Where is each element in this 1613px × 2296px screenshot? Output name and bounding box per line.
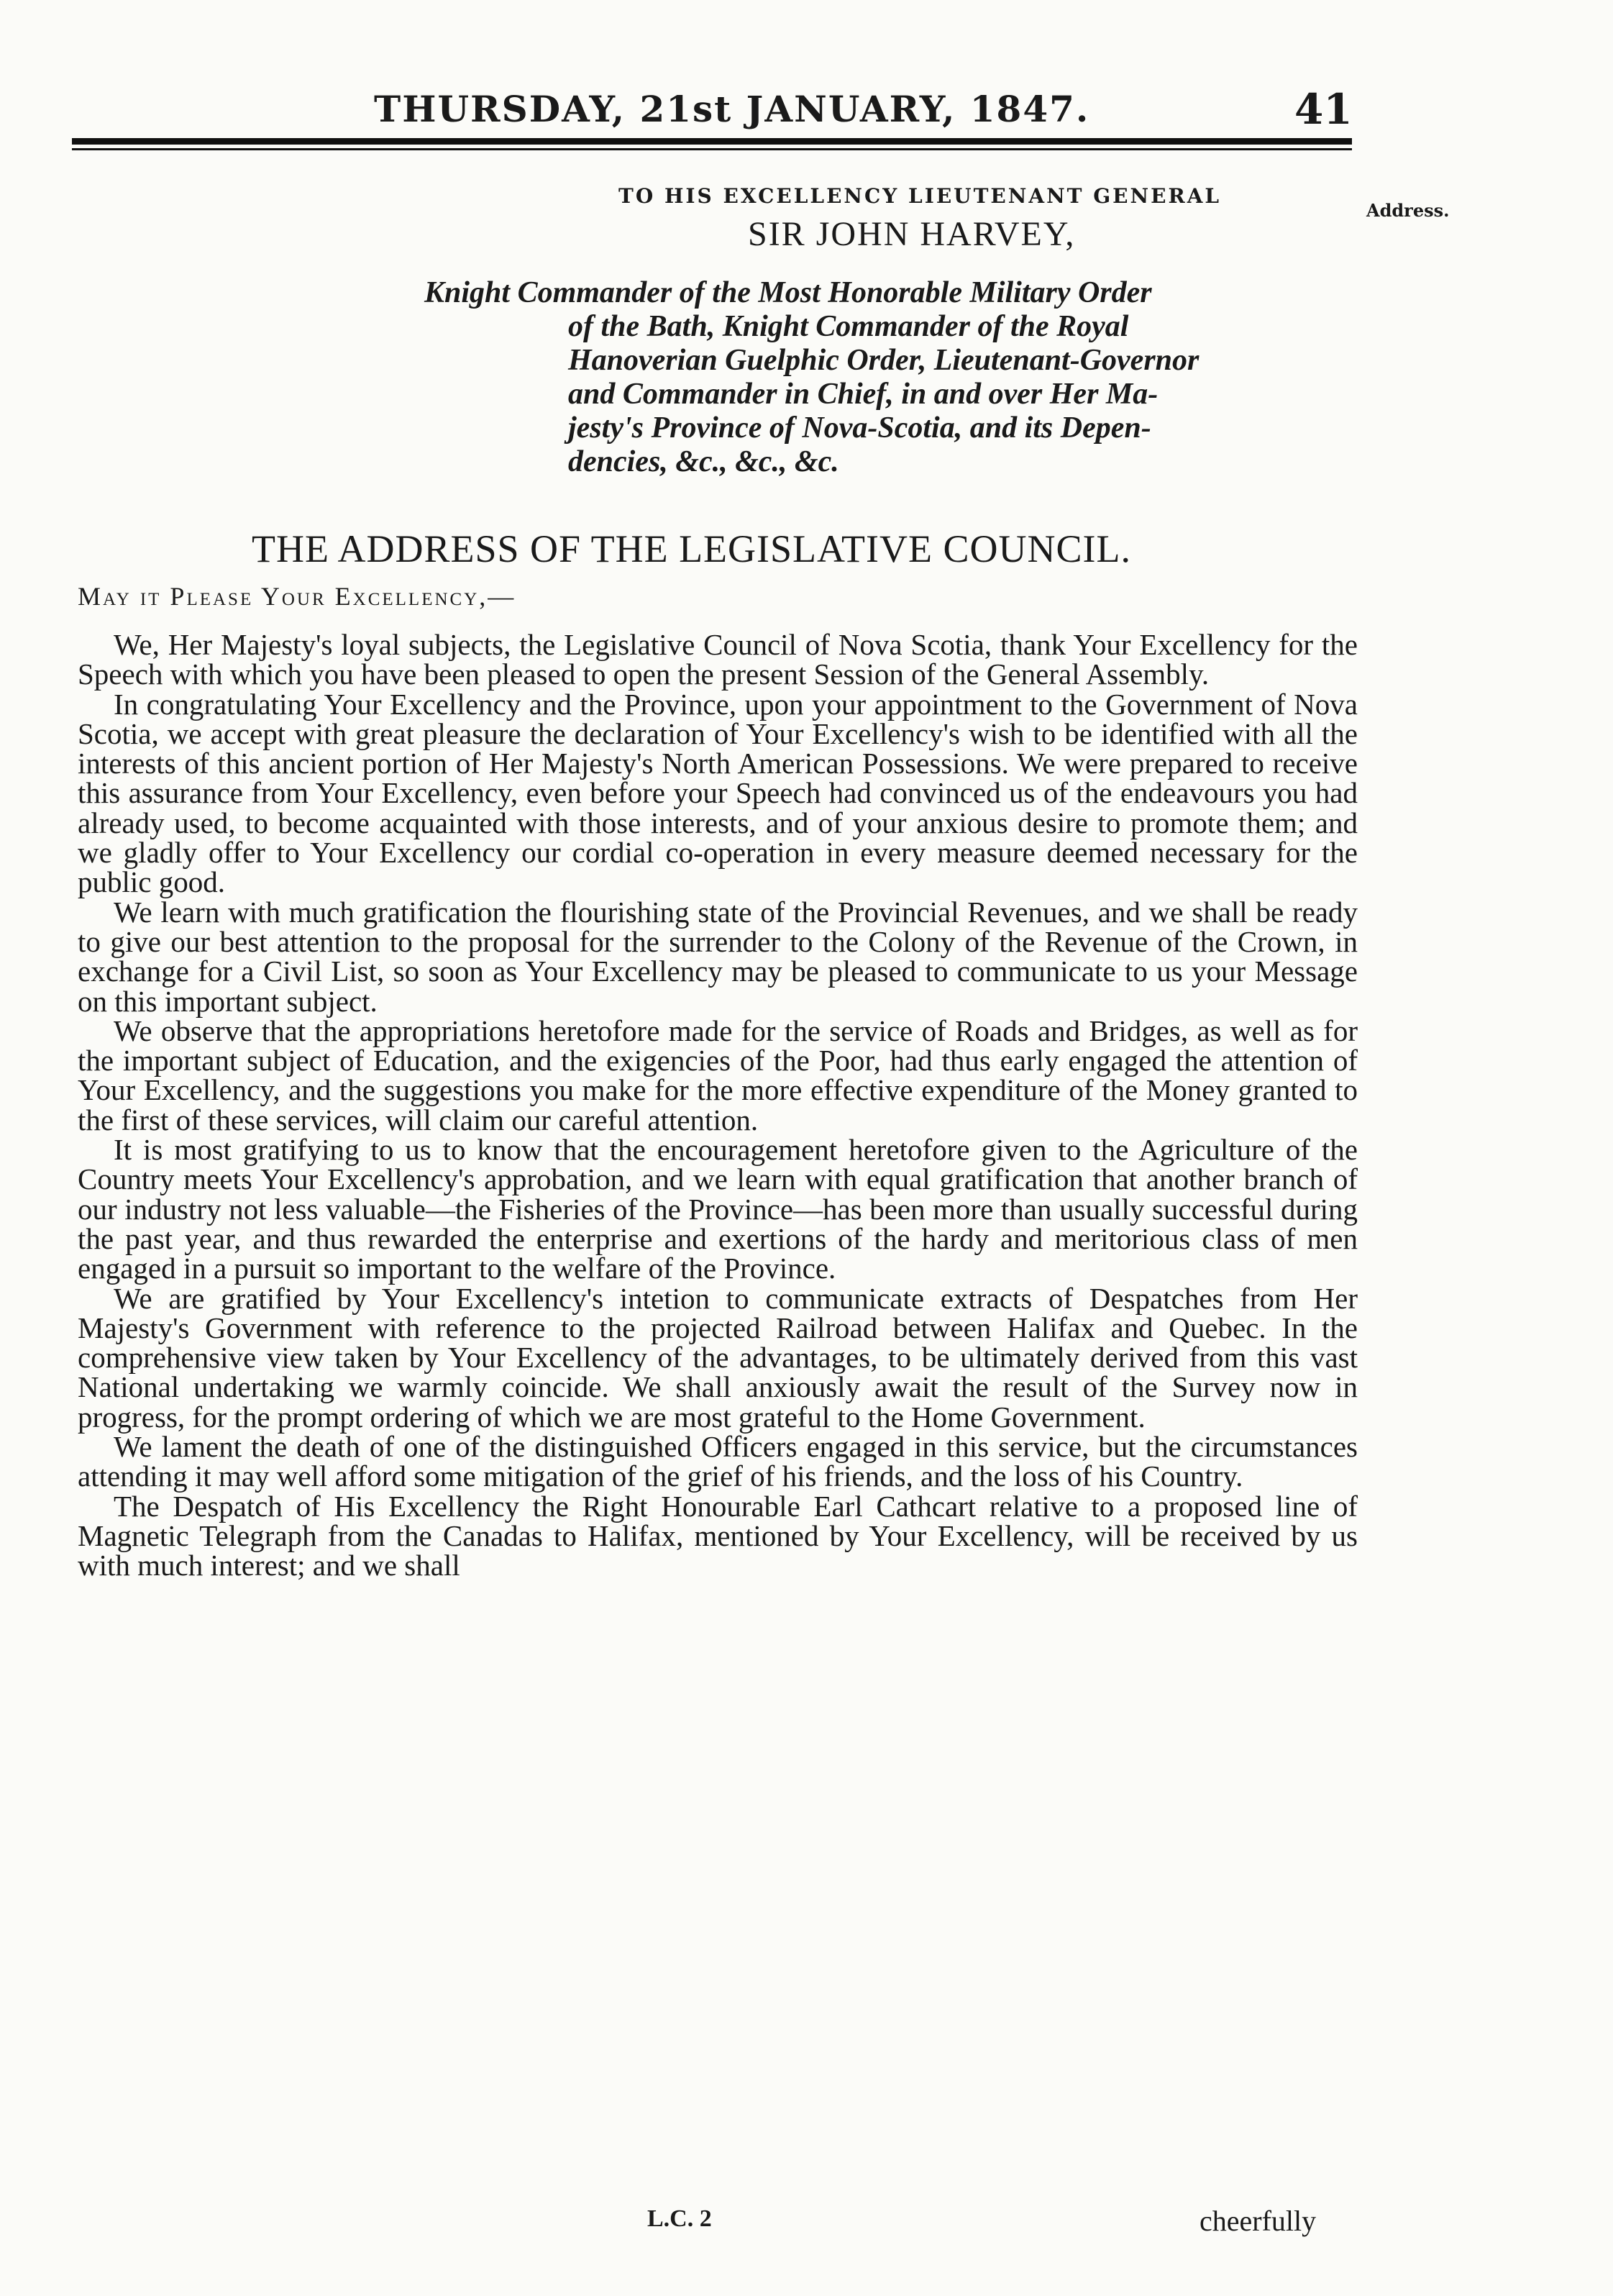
address-body [78,630,1358,1581]
title-line: of the Bath, Knight Commander of the Royal [568,310,1129,343]
opening-salutation: May it Please Your Excellency,— [78,582,516,611]
paragraph: We lament the death of one of the distinguished Officers engaged in this service, but the circumstances attending it may well afford some mitigation of the grief of his friends, and the loss of his Country. [78,1430,1358,1493]
title-line: and Commander in Chief, in and over Her Ma- [568,378,1159,411]
signature-mark: L.C. 2 [647,2205,712,2232]
paragraph: The Despatch of His Excellency the Right Honourable Earl Cathcart relative to a proposed line of Magnetic Telegraph from the Canadas to Halifax, mentioned by Your Excellency, will be received by us with much interest; and we shall [78,1489,1358,1582]
title-line: Knight Commander of the Most Honorable Military Order [424,276,1152,309]
title-line: dencies, &c., &c., &c. [568,445,839,478]
header-rule [72,138,1352,145]
margin-note: Address. [1366,200,1450,221]
title-line: Hanoverian Guelphic Order, Lieutenant-Governor [568,344,1200,377]
header-date: THURSDAY, 21st JANUARY, 1847. [374,88,1090,130]
paragraph: We learn with much gratification the flourishing state of the Provincial Revenues, and we shall be ready to give our best attention to the proposal for the surrender to the Colony of the Revenue of the Crown, in exchange for a Civil List, so soon as Your Excellency may be pleased to communicate to us your Message on this important subject. [78,895,1358,1018]
recipient-titles [424,276,1359,479]
paragraph: We observe that the appropriations heretofore made for the service of Roads and Bridges, as well as for the important subject of Education, and the exigencies of the Poor, had thus early engaged the attention of Your Excellency, and the suggestions you make for the more effective expenditure of the Money granted to the first of these services, will claim our careful attention. [78,1013,1358,1136]
page-number: 41 [1294,85,1353,134]
paragraph: It is most gratifying to us to know that the encouragement heretofore given to the Agriculture of the Country meets Your Excellency's approbation, and we learn with equal gratification that another branch of our industry not less valuable—the Fisheries of the Province—has been more than usually successful during the past year, and thus rewarded the enterprise and exertions of the hardy and meritorious class of men engaged in a pursuit so important to the welfare of the Province. [78,1133,1358,1285]
paragraph: We are gratified by Your Excellency's intetion to communicate extracts of Despatches from Her Majesty's Government with reference to the projected Railroad between Halifax and Quebec. In the comprehensive view taken by Your Excellency of the advantages, to be ultimately derived from this vast National undertaking we warmly coincide. We shall anxiously await the result of the Survey now in progress, for the prompt ordering of which we are most grateful to the Home Government. [78,1281,1358,1434]
title-line: jesty's Province of Nova-Scotia, and its Depen- [568,411,1151,445]
address-heading: THE ADDRESS OF THE LEGISLATIVE COUNCIL. [252,527,1131,570]
recipient-name: SIR JOHN HARVEY, [748,215,1076,253]
catchword: cheerfully [1200,2205,1317,2237]
paragraph: In congratulating Your Excellency and the Province, upon your appointment to the Government of Nova Scotia, we accept with great pleasure the declaration of Your Excellency's wish to be identified with all the interests of this ancient portion of Her Majesty's North American Possessions. We were prepared to receive this assurance from Your Excellency, even before your Speech had convinced us of the endeavours you had already used, to become acquainted with those interests, and of your anxious desire to promote them; and we gladly offer to Your Excellency our cordial co-operation in every measure deemed necessary for the public good. [78,687,1358,899]
paragraph: We, Her Majesty's loyal subjects, the Legislative Council of Nova Scotia, thank Your Excellency for the Speech with which you have been pleased to open the present Session of the General Assembly. [78,628,1358,691]
salutation-to: TO HIS EXCELLENCY LIEUTENANT GENERAL [618,184,1222,208]
header-rule-thin [72,148,1352,150]
